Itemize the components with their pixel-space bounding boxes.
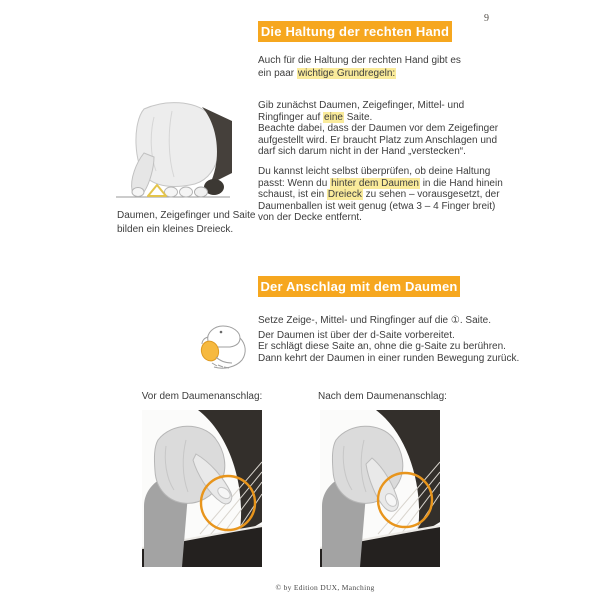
copyright-footer: © by Edition DUX, Manching	[275, 583, 375, 592]
page-number: 9	[484, 13, 489, 24]
photo-after-thumbstroke	[320, 410, 440, 567]
mascot-illustration	[196, 317, 254, 375]
section-title-thumbstroke: Der Anschlag mit dem Daumen	[258, 276, 460, 297]
middle-fingertip	[180, 187, 193, 197]
hand-position-illustration	[114, 97, 232, 205]
label-before-thumbstroke: Vor dem Daumenanschlag:	[141, 391, 263, 402]
section-title-posture: Die Haltung der rechten Hand	[258, 21, 452, 42]
intro-paragraph: Auch für die Haltung der rechten Hand gibt es ein paar wichtige Grundregeln:	[258, 55, 461, 79]
label-after-thumbstroke: Nach dem Daumenanschlag:	[318, 391, 447, 402]
paragraph-fingers-on-string: Gib zunächst Daumen, Zeigefinger, Mittel- und Ringfinger auf eine Saite. Beachte dabei, dass der Daumen vor dem Zeigefinger aufgestellt wird. Er braucht Platz zum Anschlagen und darf sich darum nicht in der Hand „verstecken“.	[258, 100, 499, 157]
triangle-highlight	[148, 185, 166, 196]
thumb-tip	[132, 188, 144, 197]
paragraph-triangle-check: Du kannst leicht selbst überprüfen, ob deine Haltung passt: Wenn du hinter dem Daumen in die Hand hinein schaust, ist ein Dreieck zu sehen – vorausgesetzt, der Daumenballen ist weit genug (etwa 3 – 4 Finger breit) von der Decke entfernt.	[258, 166, 503, 223]
mascot-eye	[220, 331, 223, 334]
mascot-arm	[216, 357, 232, 363]
figure-caption: Daumen, Zeigefinger und Saite bilden ein kleines Dreieck.	[117, 210, 256, 235]
paragraph-thumbstroke: Setze Zeige-, Mittel- und Ringfinger auf die ①. Saite. Der Daumen ist über der d-Saite vorbereitet. Er schlägt diese Saite an, ohne die g-Saite zu berühren. Dann kehrt der Daumen in einer runden Bewegung zurück.	[258, 315, 520, 364]
ring-fingertip	[195, 187, 208, 197]
photo-before-thumbstroke	[142, 410, 262, 567]
